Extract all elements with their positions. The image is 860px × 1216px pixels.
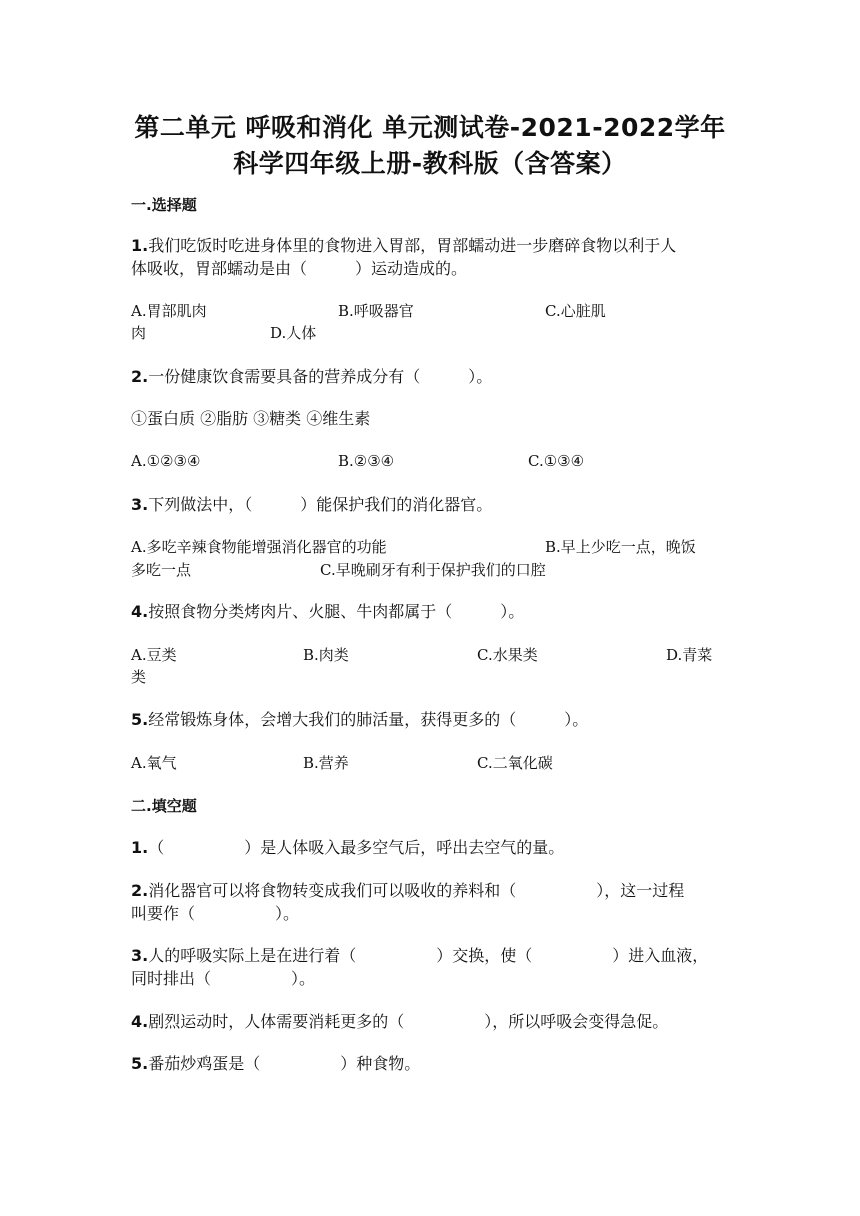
- option-a: A.多吃辛辣食物能增强消化器官的功能: [131, 538, 387, 556]
- question-number: 2.: [131, 881, 149, 900]
- option-b: B.早上少吃一点，晚饭: [545, 538, 696, 556]
- option-c: C.水果类: [477, 646, 538, 664]
- question-5-line1: [131, 709, 588, 731]
- option-c: C.二氧化碳: [477, 754, 553, 772]
- question-1-line2: 体吸收，胃部蠕动是由（ ）运动造成的。: [131, 259, 468, 278]
- question-text: 经常锻炼身体，会增大我们的肺活量，获得更多的（ ）。: [148, 710, 589, 729]
- option-c: C.①③④: [528, 452, 585, 470]
- question-1-line1: [131, 235, 676, 257]
- question-text: 下列做法中，（ ）能保护我们的消化器官。: [148, 495, 493, 514]
- question-text: 我们吃饭时吃进身体里的食物进入胃部，胃部蠕动进一步磨碎食物以利于人: [148, 236, 677, 255]
- question-3-line1: [131, 494, 492, 516]
- option-d-wrap: 类: [131, 668, 147, 686]
- fill-question-2-line2: 叫要作（ ）。: [131, 904, 300, 923]
- question-number: 5.: [131, 710, 149, 729]
- page-title-line2: 科学四年级上册-教科版（含答案）: [233, 149, 627, 178]
- question-2-line1: [131, 366, 492, 388]
- question-text: 人的呼吸实际上是在进行着（ ）交换，使（ ）进入血液，: [148, 946, 709, 965]
- section-heading-choice: 一.选择题: [131, 196, 197, 214]
- question-number: 5.: [131, 1054, 149, 1073]
- option-a: A.①②③④: [131, 452, 201, 470]
- question-text: 剧烈运动时，人体需要消耗更多的（ ），所以呼吸会变得急促。: [148, 1012, 669, 1031]
- option-a: A.氧气: [131, 754, 177, 772]
- question-number: 4.: [131, 602, 149, 621]
- question-text: 番茄炒鸡蛋是（ ）种食物。: [148, 1054, 421, 1073]
- question-number: 3.: [131, 946, 149, 965]
- question-number: 3.: [131, 495, 149, 514]
- section-heading-fill: 二.填空题: [131, 797, 197, 815]
- option-c: C.早晚刷牙有利于保护我们的口腔: [320, 561, 546, 579]
- option-a: A.胃部肌肉: [131, 302, 207, 320]
- fill-question-5: [131, 1053, 420, 1075]
- option-c: C.心脏肌: [545, 302, 606, 320]
- question-number: 1.: [131, 236, 149, 255]
- question-text: 消化器官可以将食物转变成我们可以吸收的养料和（ ），这一过程: [148, 881, 685, 900]
- fill-question-3-line2: 同时排出（ ）。: [131, 969, 316, 988]
- option-b-wrap: 多吃一点: [131, 561, 192, 579]
- question-text: 一份健康饮食需要具备的营养成分有（ ）。: [148, 367, 493, 386]
- option-b: B.呼吸器官: [338, 302, 414, 320]
- question-number: 1.: [131, 838, 149, 857]
- question-number: 2.: [131, 367, 149, 386]
- option-b: B.肉类: [303, 646, 349, 664]
- option-a: A.豆类: [131, 646, 177, 664]
- question-text: 按照食物分类烤肉片、火腿、牛肉都属于（ ）。: [148, 602, 525, 621]
- option-b: B.营养: [303, 754, 349, 772]
- option-c-wrap: 肉: [131, 324, 147, 342]
- option-b: B.②③④: [338, 452, 395, 470]
- option-d: D.人体: [270, 324, 317, 342]
- question-number: 4.: [131, 1012, 149, 1031]
- fill-question-1: [131, 837, 564, 859]
- question-4-line1: [131, 601, 524, 623]
- question-text: （ ）是人体吸入最多空气后，呼出去空气的量。: [148, 838, 565, 857]
- fill-question-2-line1: [131, 880, 684, 902]
- page-title-line1: 第二单元 呼吸和消化 单元测试卷-2021-2022学年: [134, 113, 726, 142]
- fill-question-3-line1: [131, 945, 708, 967]
- fill-question-4: [131, 1011, 668, 1033]
- question-2-items: ①蛋白质 ②脂肪 ③糖类 ④维生素: [131, 409, 371, 428]
- option-d: D.青菜: [666, 646, 713, 664]
